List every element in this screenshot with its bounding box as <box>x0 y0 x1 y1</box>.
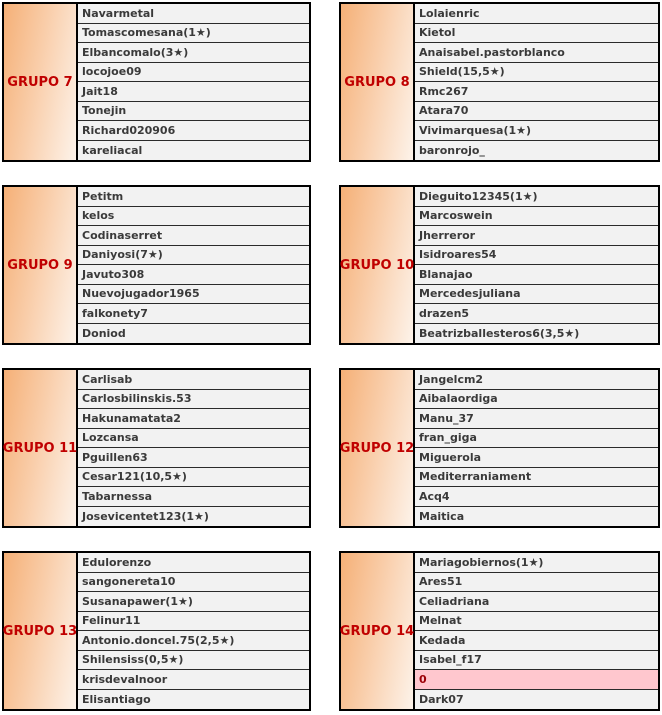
player-cell[interactable]: falkonety7 <box>78 304 309 324</box>
player-cell[interactable]: Cesar121(10,5★) <box>78 468 309 488</box>
player-cell[interactable]: Rmc267 <box>415 82 658 102</box>
player-cell[interactable]: Aibalaordiga <box>415 390 658 410</box>
player-cell[interactable]: Beatrizballesteros6(3,5★) <box>415 324 658 344</box>
group-label-grupo-10[interactable]: GRUPO 10 <box>341 187 415 343</box>
group-label-grupo-12[interactable]: GRUPO 12 <box>341 370 415 526</box>
group-table-grupo-14 <box>339 551 660 711</box>
player-cell[interactable]: Nuevojugador1965 <box>78 285 309 305</box>
player-cell[interactable]: kareliacal <box>78 141 309 161</box>
player-cell[interactable]: locojoe09 <box>78 63 309 83</box>
player-cell[interactable]: fran_giga <box>415 429 658 449</box>
player-cell[interactable]: krisdevalnoor <box>78 670 309 690</box>
player-cell[interactable]: Navarmetal <box>78 4 309 24</box>
player-cell[interactable]: Elisantiago <box>78 690 309 710</box>
group-table-grupo-9 <box>2 185 311 345</box>
player-cell[interactable]: Pguillen63 <box>78 448 309 468</box>
player-cell[interactable]: Shield(15,5★) <box>415 63 658 83</box>
player-cell[interactable]: Jangelcm2 <box>415 370 658 390</box>
player-cell[interactable]: Tabarnessa <box>78 487 309 507</box>
group-label-grupo-11[interactable]: GRUPO 11 <box>4 370 78 526</box>
group-label-grupo-13[interactable]: GRUPO 13 <box>4 553 78 709</box>
group-label-grupo-9[interactable]: GRUPO 9 <box>4 187 78 343</box>
player-cell[interactable]: Atara70 <box>415 102 658 122</box>
player-cell[interactable]: Antonio.doncel.75(2,5★) <box>78 631 309 651</box>
group-label-grupo-14[interactable]: GRUPO 14 <box>341 553 415 709</box>
player-cell[interactable]: Acq4 <box>415 487 658 507</box>
group-table-grupo-11 <box>2 368 311 528</box>
player-cell[interactable]: Melnat <box>415 612 658 632</box>
player-cell[interactable]: Isabel_f17 <box>415 651 658 671</box>
player-cell[interactable]: Shilensiss(0,5★) <box>78 651 309 671</box>
player-cell[interactable]: Dark07 <box>415 690 658 710</box>
player-cell[interactable]: Lozcansa <box>78 429 309 449</box>
player-cell[interactable]: Lolaienric <box>415 4 658 24</box>
player-cell[interactable]: Elbancomalo(3★) <box>78 43 309 63</box>
player-cell[interactable]: Ares51 <box>415 573 658 593</box>
player-cell[interactable]: Susanapawer(1★) <box>78 592 309 612</box>
player-cell[interactable]: Codinaserret <box>78 226 309 246</box>
player-list <box>78 553 309 709</box>
group-table-grupo-7 <box>2 2 311 162</box>
player-cell[interactable]: Tomascomesana(1★) <box>78 24 309 44</box>
player-cell[interactable]: sangonereta10 <box>78 573 309 593</box>
player-cell[interactable]: Kietol <box>415 24 658 44</box>
group-table-grupo-10 <box>339 185 660 345</box>
player-cell[interactable]: baronrojo_ <box>415 141 658 161</box>
player-cell[interactable]: Miguerola <box>415 448 658 468</box>
group-table-grupo-12 <box>339 368 660 528</box>
player-list <box>415 4 658 160</box>
player-cell[interactable]: Manu_37 <box>415 409 658 429</box>
player-list <box>415 187 658 343</box>
player-cell[interactable]: Jait18 <box>78 82 309 102</box>
player-list <box>78 4 309 160</box>
player-cell[interactable]: Felinur11 <box>78 612 309 632</box>
player-cell[interactable]: Josevicentet123(1★) <box>78 507 309 527</box>
player-cell[interactable]: Petitm <box>78 187 309 207</box>
group-table-grupo-13 <box>2 551 311 711</box>
player-cell[interactable]: Mediterraniament <box>415 468 658 488</box>
player-cell-highlighted-zero[interactable]: 0 <box>415 670 658 690</box>
group-label-grupo-8[interactable]: GRUPO 8 <box>341 4 415 160</box>
player-cell[interactable]: Dieguito12345(1★) <box>415 187 658 207</box>
player-list <box>78 187 309 343</box>
group-label-grupo-7[interactable]: GRUPO 7 <box>4 4 78 160</box>
player-cell[interactable]: Hakunamatata2 <box>78 409 309 429</box>
player-cell[interactable]: Blanajao <box>415 265 658 285</box>
player-cell[interactable]: Marcoswein <box>415 207 658 227</box>
player-cell[interactable]: Richard020906 <box>78 121 309 141</box>
player-cell[interactable]: kelos <box>78 207 309 227</box>
player-cell[interactable]: Carlisab <box>78 370 309 390</box>
player-cell[interactable]: Kedada <box>415 631 658 651</box>
player-list <box>415 553 658 709</box>
player-cell[interactable]: Javuto308 <box>78 265 309 285</box>
player-cell[interactable]: Daniyosi(7★) <box>78 246 309 266</box>
player-cell[interactable]: Tonejin <box>78 102 309 122</box>
player-cell[interactable]: drazen5 <box>415 304 658 324</box>
player-cell[interactable]: Vivimarquesa(1★) <box>415 121 658 141</box>
player-cell[interactable]: Maitica <box>415 507 658 527</box>
player-cell[interactable]: Mercedesjuliana <box>415 285 658 305</box>
player-cell[interactable]: Doniod <box>78 324 309 344</box>
player-cell[interactable]: Edulorenzo <box>78 553 309 573</box>
player-list <box>415 370 658 526</box>
player-cell[interactable]: Mariagobiernos(1★) <box>415 553 658 573</box>
player-cell[interactable]: Jherreror <box>415 226 658 246</box>
group-table-grupo-8 <box>339 2 660 162</box>
player-list <box>78 370 309 526</box>
player-cell[interactable]: Isidroares54 <box>415 246 658 266</box>
player-cell[interactable]: Carlosbilinskis.53 <box>78 390 309 410</box>
player-cell[interactable]: Celiadriana <box>415 592 658 612</box>
player-cell[interactable]: Anaisabel.pastorblanco <box>415 43 658 63</box>
